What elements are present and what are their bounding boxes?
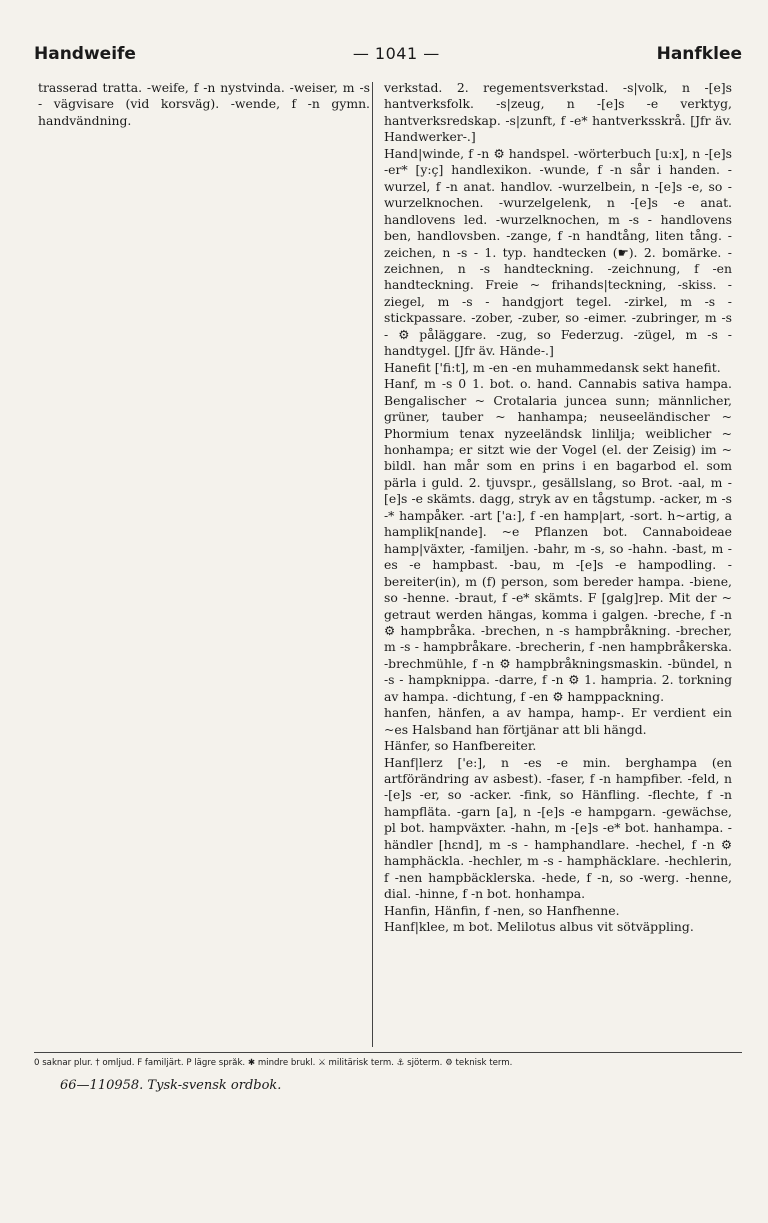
entry-handwerks-continued: verkstad. 2. regementsverkstad. -s|volk, n -[e]s hantverksfolk. -s|zeug, n -[e]s -e verktyg, hantverksredskap. -s|zunft, f -e* hantverksskrå. [Jfr äv. Handwerker-.] xyxy=(384,80,732,145)
page-number: — 1041 — xyxy=(352,44,440,63)
entry-hanfen: hanfen, hänfen, a av hampa, hamp-. Er verdient ein ~es Halsband han förtjänar att bli hängd. xyxy=(384,705,732,737)
entry-hanf: Hanf, m -s 0 1. bot. o. hand. Cannabis sativa hampa. Bengalischer ~ Crotalaria juncea sunn; männlicher, grüner, tauber ~ hanhampa; neuseeländischer ~ Phormium tenax nyzeeländsk linlilja; weiblicher ~ honhampa; er sitzt wie der Vogel (el. der Zeisig) im ~ bildl. han mår som en prins i en bagarbod el. som pärla i guld. 2. tjuvspr., gesällslang, so Brot. -aal, m -[e]s -e skämts. dagg, stryk av en tågstump. -acker, m -s -* hampåker. -art ['a:], f -en hamp|art, -sort. h~artig, a hamplik[nande]. ~e Pflanzen bot. Cannaboideae hamp|växter, -familjen. -bahr, m -s, so -hahn. -bast, m -es -e hampbast. -bau, m -[e]s -e hampodling. -bereiter(in), m (f) person, som bereder hampa. -biene, so -henne. -braut, f -e* skämts. F [galg]rep. Mit der ~ getraut werden hängas, komma i galgen. -breche, f -n ⚙ hampbråka. -brechen, n -s hampbråkning. -brecher, m -s - hampbråkare. -brecherin, f -nen hampbråkerska. -brechmühle, f -n ⚙ hampbråkningsmaskin. -bündel, n -s - hampknippa. -darre, f -n ⚙ 1. hampria. 2. torkning av hampa. -dichtung, f -en ⚙ hamppackning. xyxy=(384,376,732,704)
left-column xyxy=(38,80,370,129)
header-left-word: Handweife xyxy=(34,44,136,64)
entry-handwinde: Hand|winde, f -n ⚙ handspel. -wörterbuch [u:x], n -[e]s -er* [y:ç] handlexikon. -wunde, f -n sår i handen. -wurzel, f -n anat. handlov. -wurzelbein, n -[e]s -e, so -wurzelknochen. -wurzelgelenk, n -[e]s -e anat. handlovens led. -wurzelknochen, m -s - handlovens ben, handlovsben. -zange, f -n handtång, liten tång. -zeichen, n -s - 1. typ. handtecken (☛). 2. bomärke. -zeichnen, n -s handteckning. -zeichnung, f -en handteckning. Freie ~ frihands|teckning, -skiss. -ziegel, m -s - handgjort tegel. -zirkel, m -s - stickpassare. -zober, -zuber, so -eimer. -zubringer, m -s - ⚙ påläggare. -zug, so Federzug. -zügel, m -s - handtygel. [Jfr äv. Hände-.] xyxy=(384,145,732,359)
abbreviation-legend: 0 saknar plur. † omljud. F familjärt. P lägre språk. ✱ mindre brukl. ⚔ militärisk term. ⚓ sjöterm. ⚙ teknisk term. xyxy=(34,1058,513,1068)
left-column-text: trasserad tratta. -weife, f -n nystvinda. -weiser, m -s - vägvisare (vid korsväg). -wende, f -n gymn. handvändning. xyxy=(38,80,370,128)
right-column xyxy=(384,80,732,936)
entry-hanefit: Hanefit ['fi:t], m -en -en muhammedansk sekt hanefit. xyxy=(384,359,721,375)
column-divider xyxy=(372,82,373,1047)
entry-hanfin: Hanfin, Hänfin, f -nen, so Hanfhenne. xyxy=(384,902,620,918)
entry-hanferz: Hanf|lerz ['e:], n -es -e min. berghampa (en artförändring av asbest). -faser, f -n hampfiber. -feld, n -[e]s -er, so -acker. -fink, so Hänfling. -flechte, f -n hampfläta. -garn [a], n -[e]s -e hampgarn. -gewächse, pl bot. hampväxter. -hahn, m -[e]s -e* bot. hanhampa. -händler [hεnd], m -s - hamphandlare. -hechel, f -n ⚙ hamphäckla. -hechler, m -s - hamphäcklare. -hechlerin, f -nen hampbäcklerska. -hede, f -n, so -werg. -henne, dial. -hinne, f -n bot. honhampa. xyxy=(384,754,732,902)
header-right-word: Hanfklee xyxy=(656,44,742,64)
print-signature: 66—110958. Tysk-svensk ordbok. xyxy=(60,1078,282,1093)
running-header xyxy=(34,44,742,72)
footer-rule xyxy=(34,1052,742,1053)
entry-hanfklee: Hanf|klee, m bot. Melilotus albus vit sötväppling. xyxy=(384,919,694,935)
entry-haenfer: Hänfer, so Hanfbereiter. xyxy=(384,738,537,754)
